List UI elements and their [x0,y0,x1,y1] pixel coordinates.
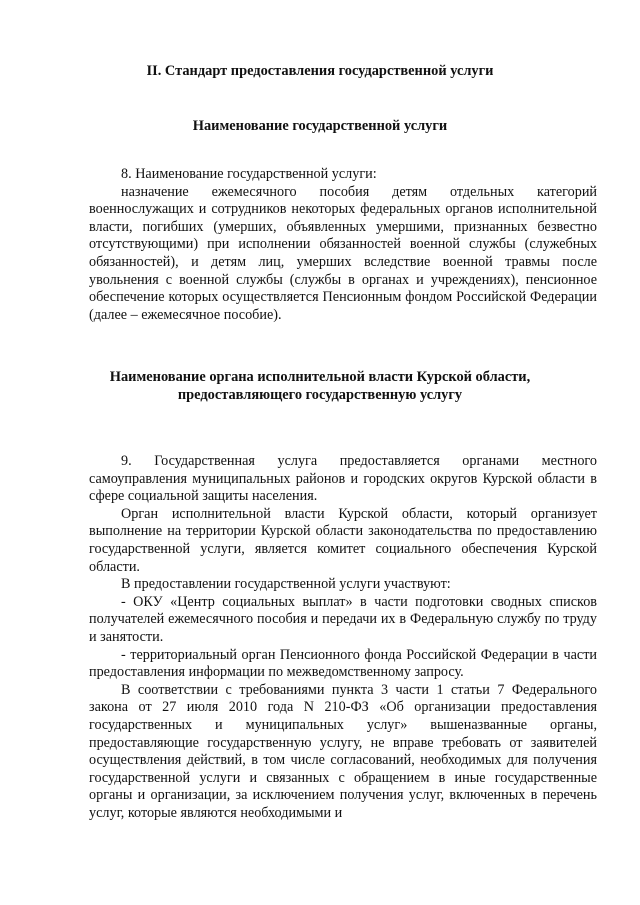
item-9-paragraph-6: В соответствии с требованиями пункта 3 части 1 статьи 7 Федерального закона от 27 июля 2010 года N 210-ФЗ «Об организации предоставления государственных и муниципальных услуг» вышеназванные органы, предоставляющие государственную услугу, не вправе требовать от заявителей осуществления действий, в том числе согласований, необходимых для получения государственной услуги и связанных с обращением в иные государственные органы и организации, за исключением получения услуг, включенных в перечень услуг, которые являются необходимыми и [89,681,597,821]
subheading-authority-line2: предоставляющего государственную услугу [177,386,463,403]
item-9-paragraph-3: В предоставлении государственной услуги участвуют: [121,576,451,593]
item-9-paragraph-1: 9. Государственная услуга предоставляется органами местного самоуправления муниципальных районов и городских округов Курской области в сфере социальной защиты населения. [89,453,597,505]
item-9-paragraph-4: - ОКУ «Центр социальных выплат» в части подготовки сводных списков получателей ежемесячного пособия и передачи их в Федеральную службу по труду и занятости. [89,593,597,645]
subheading-authority-line1: Наименование органа исполнительной власти Курской области, [109,369,531,385]
item-8-block [89,166,597,324]
section-title: II. Стандарт предоставления государственной услуги [146,63,494,79]
item-8-body: назначение ежемесячного пособия детям отдельных категорий военнослужащих и сотрудников некоторых федеральных органов исполнительной власти, погибших (умерших, объявленных умершими, признанных безвестно отсутствующими) при исполнении обязанностей военной службы (служебных обязанностей), и детям лиц, умерших вследствие военной травмы после увольнения с военной службы (службы в органах и учреждениях), пенсионное обеспечение которых осуществляется Пенсионным фондом Российской Федерации (далее – ежемесячное пособие). [89,183,597,323]
item-9-block [89,453,597,822]
subheading-service-name: Наименование государственной услуги [192,118,448,134]
subheading-authority [40,369,600,404]
item-9-paragraph-5: - территориальный орган Пенсионного фонда Российской Федерации в части предоставления информации по межведомственному запросу. [89,646,597,681]
item-9-paragraph-2: Орган исполнительной власти Курской области, который организует выполнение на территории Курской области законодательства по предоставлению государственной услуги, является комитет социального обеспечения Курской области. [89,505,597,575]
item-8-lead: 8. Наименование государственной услуги: [121,166,377,182]
